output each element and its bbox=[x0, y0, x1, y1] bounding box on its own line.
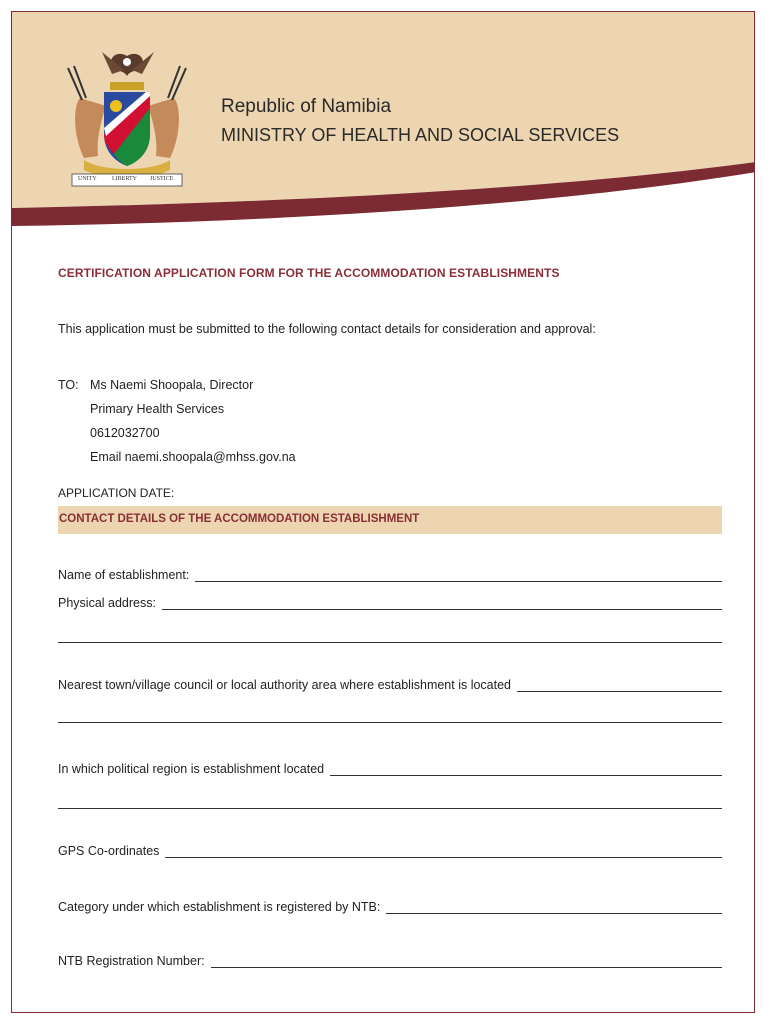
gps-input[interactable] bbox=[165, 845, 722, 858]
contact-department: Primary Health Services bbox=[90, 402, 225, 416]
ministry-title: MINISTRY OF HEALTH AND SOCIAL SERVICES bbox=[221, 125, 620, 145]
field-nearest-town bbox=[58, 678, 722, 692]
application-date-label: APPLICATION DATE: bbox=[58, 486, 175, 500]
ntb-registration-input[interactable] bbox=[211, 955, 722, 968]
form-page bbox=[11, 11, 755, 1013]
physical-address-input[interactable] bbox=[162, 597, 722, 610]
contact-phone: 0612032700 bbox=[90, 426, 160, 440]
field-establishment-name bbox=[58, 568, 722, 582]
section-header-band bbox=[58, 506, 722, 534]
gps-label: GPS Co-ordinates bbox=[58, 844, 160, 858]
field-physical-address bbox=[58, 596, 722, 610]
nearest-town-label: Nearest town/village council or local authority area where establishment is located bbox=[58, 678, 512, 692]
nearest-town-input-line-2[interactable] bbox=[58, 722, 722, 723]
motto-unity: UNITY bbox=[78, 176, 97, 182]
nearest-town-input[interactable] bbox=[517, 679, 722, 692]
political-region-label: In which political region is establishment located bbox=[58, 762, 325, 776]
motto-liberty: LIBERTY bbox=[112, 176, 137, 182]
establishment-name-label: Name of establishment: bbox=[58, 568, 190, 582]
form-heading: CERTIFICATION APPLICATION FORM FOR THE ACCOMMODATION ESTABLISHMENTS bbox=[58, 266, 560, 280]
political-region-input[interactable] bbox=[330, 763, 722, 776]
intro-text: This application must be submitted to the following contact details for consideration and approval: bbox=[58, 322, 596, 336]
field-ntb-registration bbox=[58, 954, 722, 968]
motto-justice: JUSTICE bbox=[150, 176, 174, 182]
field-ntb-category bbox=[58, 900, 722, 914]
contact-email: Email naemi.shoopala@mhss.gov.na bbox=[90, 450, 296, 464]
establishment-name-input[interactable] bbox=[195, 569, 722, 582]
section-title: CONTACT DETAILS OF THE ACCOMMODATION ESTABLISHMENT bbox=[59, 513, 420, 525]
republic-title: Republic of Namibia bbox=[221, 96, 392, 117]
coat-of-arms-icon bbox=[62, 48, 192, 198]
ntb-category-label: Category under which establishment is registered by NTB: bbox=[58, 900, 381, 914]
physical-address-input-line-2[interactable] bbox=[58, 642, 722, 643]
political-region-input-line-2[interactable] bbox=[58, 808, 722, 809]
physical-address-label: Physical address: bbox=[58, 596, 156, 610]
field-political-region bbox=[58, 762, 722, 776]
contact-name: Ms Naemi Shoopala, Director bbox=[90, 378, 254, 392]
ntb-registration-label: NTB Registration Number: bbox=[58, 954, 205, 968]
ntb-category-input[interactable] bbox=[386, 901, 722, 914]
field-gps bbox=[58, 844, 722, 858]
to-label: TO: bbox=[58, 378, 79, 392]
